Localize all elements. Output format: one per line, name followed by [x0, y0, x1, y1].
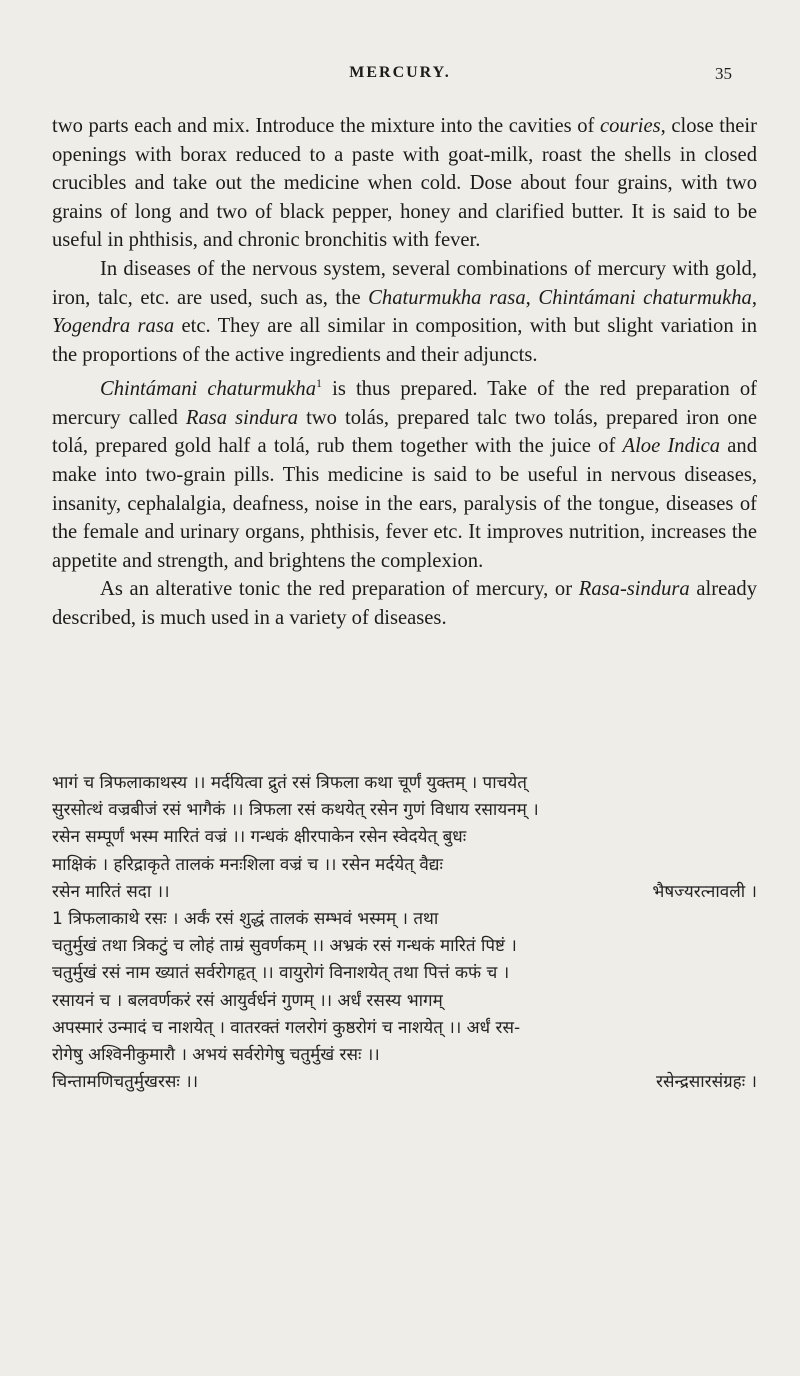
- paragraph-2: [52, 255, 757, 369]
- paragraph-3-text: and make into two-grain pills. This medicine is said to be useful in nervous diseases, insanity, cephalalgia, deafness, noise in the ears, paralysis of the tongue, diseases of the female and urinary organs, phthisis, fever etc. It improves nutrition, increases the appetite and strength, and brightens the complexion.: [52, 435, 757, 572]
- paragraph-4: [52, 575, 757, 632]
- italic-term: Rasa sindura: [185, 406, 299, 429]
- sanskrit-line: रसेन सम्पूर्णं भस्म मारितं वज्रं ।। गन्धकं क्षीरपाकेन रसेन स्वेदयेत् बुधः: [52, 827, 467, 848]
- sanskrit-source: रसेन्द्रसारसंग्रहः ।: [656, 1072, 757, 1093]
- page-header: [0, 64, 800, 94]
- italic-term: Yogendra rasa: [52, 315, 175, 338]
- sanskrit-line: भागं च त्रिफलाकाथस्य ।। मर्दयित्वा द्रुतं रसं त्रिफला कथा चूर्णं युक्तम् । पाचयेत्: [52, 773, 527, 793]
- footnote-marker: 1: [316, 376, 323, 391]
- sanskrit-line: अपस्मारं उन्मादं च नाशयेत् । वातरक्तं गलरोगं कुष्ठरोगं च नाशयेत् ।। अर्धं रस-: [52, 1017, 521, 1038]
- sanskrit-line: [52, 1069, 757, 1096]
- sanskrit-line: रसायनं च । बलवर्णकरं रसं आयुर्वर्धनं गुणम् ।। अर्धं रसस्य भागम्: [52, 990, 443, 1011]
- paragraph-3-text: is thus prepared. Take of the red preparation of mercury called: [52, 378, 757, 429]
- running-title: MERCURY.: [349, 64, 451, 81]
- italic-term: Chintámani chaturmukha: [538, 286, 752, 309]
- sanskrit-footnote: [52, 770, 757, 1096]
- sanskrit-line: रोगेषु अश्विनीकुमारौ । अभयं सर्वरोगेषु चतुर्मुखं रसः ।।: [52, 1045, 380, 1066]
- sanskrit-line: माक्षिकं । हरिद्राकृते तालकं मनःशिला वज्रं च ।। रसेन मर्दयेत् वैद्यः: [52, 854, 443, 875]
- sanskrit-line: चतुर्मुखं रसं नाम ख्यातं सर्वरोगहृत् ।। वायुरोगं विनाशयेत् तथा पित्तं कफं च ।: [52, 963, 510, 984]
- italic-term: couries: [599, 115, 661, 137]
- sanskrit-verse-end: चिन्तामणिचतुर्मुखरसः ।।: [52, 1072, 199, 1093]
- paragraph-4-text: As an alterative tonic the red preparation of mercury, or: [100, 578, 579, 601]
- sanskrit-source: भैषज्यरत्नावली ।: [652, 881, 757, 902]
- paragraph-1-text: two parts each and mix. Introduce the mixture into the cavities of: [52, 115, 600, 137]
- sanskrit-line: सुरसोत्थं वज्रबीजं रसं भागैकं ।। त्रिफला रसं कथयेत् रसेन गुणं विधाय रसायनम् ।: [52, 800, 539, 821]
- paragraph-1-text: , close their openings with borax reduced to a paste with goat-milk, roast the shells in closed crucibles and take out the medicine when cold. Dose about four grains, with two grains of long and two of black pepper, honey and clarified butter. It is said to be useful in phthisis, and chronic bronchitis with fever.: [52, 115, 757, 252]
- paragraph-2-text: ,: [751, 286, 757, 309]
- paragraph-2-text: In diseases of the nervous system, several combinations of mercury with gold, iron, talc, etc. are used, such as, the: [52, 257, 757, 309]
- italic-term: Aloe Indica: [622, 435, 721, 458]
- sanskrit-verse-end: रसेन मारितं सदा ।।: [52, 881, 170, 902]
- sanskrit-line: 1 त्रिफलाकाथे रसः । अर्कं रसं शुद्धं तालकं सम्भवं भस्मम् । तथा: [52, 909, 439, 930]
- paragraph-3: [52, 369, 757, 575]
- sanskrit-line: [52, 879, 757, 906]
- page-number: 35: [715, 64, 732, 83]
- paragraph-2-text: ,: [525, 286, 539, 309]
- paragraph-3-text: two tolás, prepared talc two tolás, prepared iron one tolá, prepared gold half a tolá, rub them together with the juice of: [52, 406, 757, 458]
- paragraph-1: [52, 112, 757, 255]
- italic-term: Rasa-sindura: [578, 578, 690, 601]
- english-text: [52, 112, 757, 633]
- paragraph-2-text: etc. They are all similar in composition, with but slight variation in the proportions of the active ingredients and their adjuncts.: [52, 315, 757, 366]
- italic-term: Chaturmukha rasa: [368, 286, 526, 309]
- paragraph-4-text: already described, is much used in a variety of diseases.: [52, 578, 757, 629]
- sanskrit-line: चतुर्मुखं तथा त्रिकटुं च लोहं ताम्रं सुवर्णकम् ।। अभ्रकं रसं गन्धकं मारितं पिष्टं ।: [52, 936, 517, 957]
- italic-term: Chintámani chaturmukha: [100, 378, 317, 401]
